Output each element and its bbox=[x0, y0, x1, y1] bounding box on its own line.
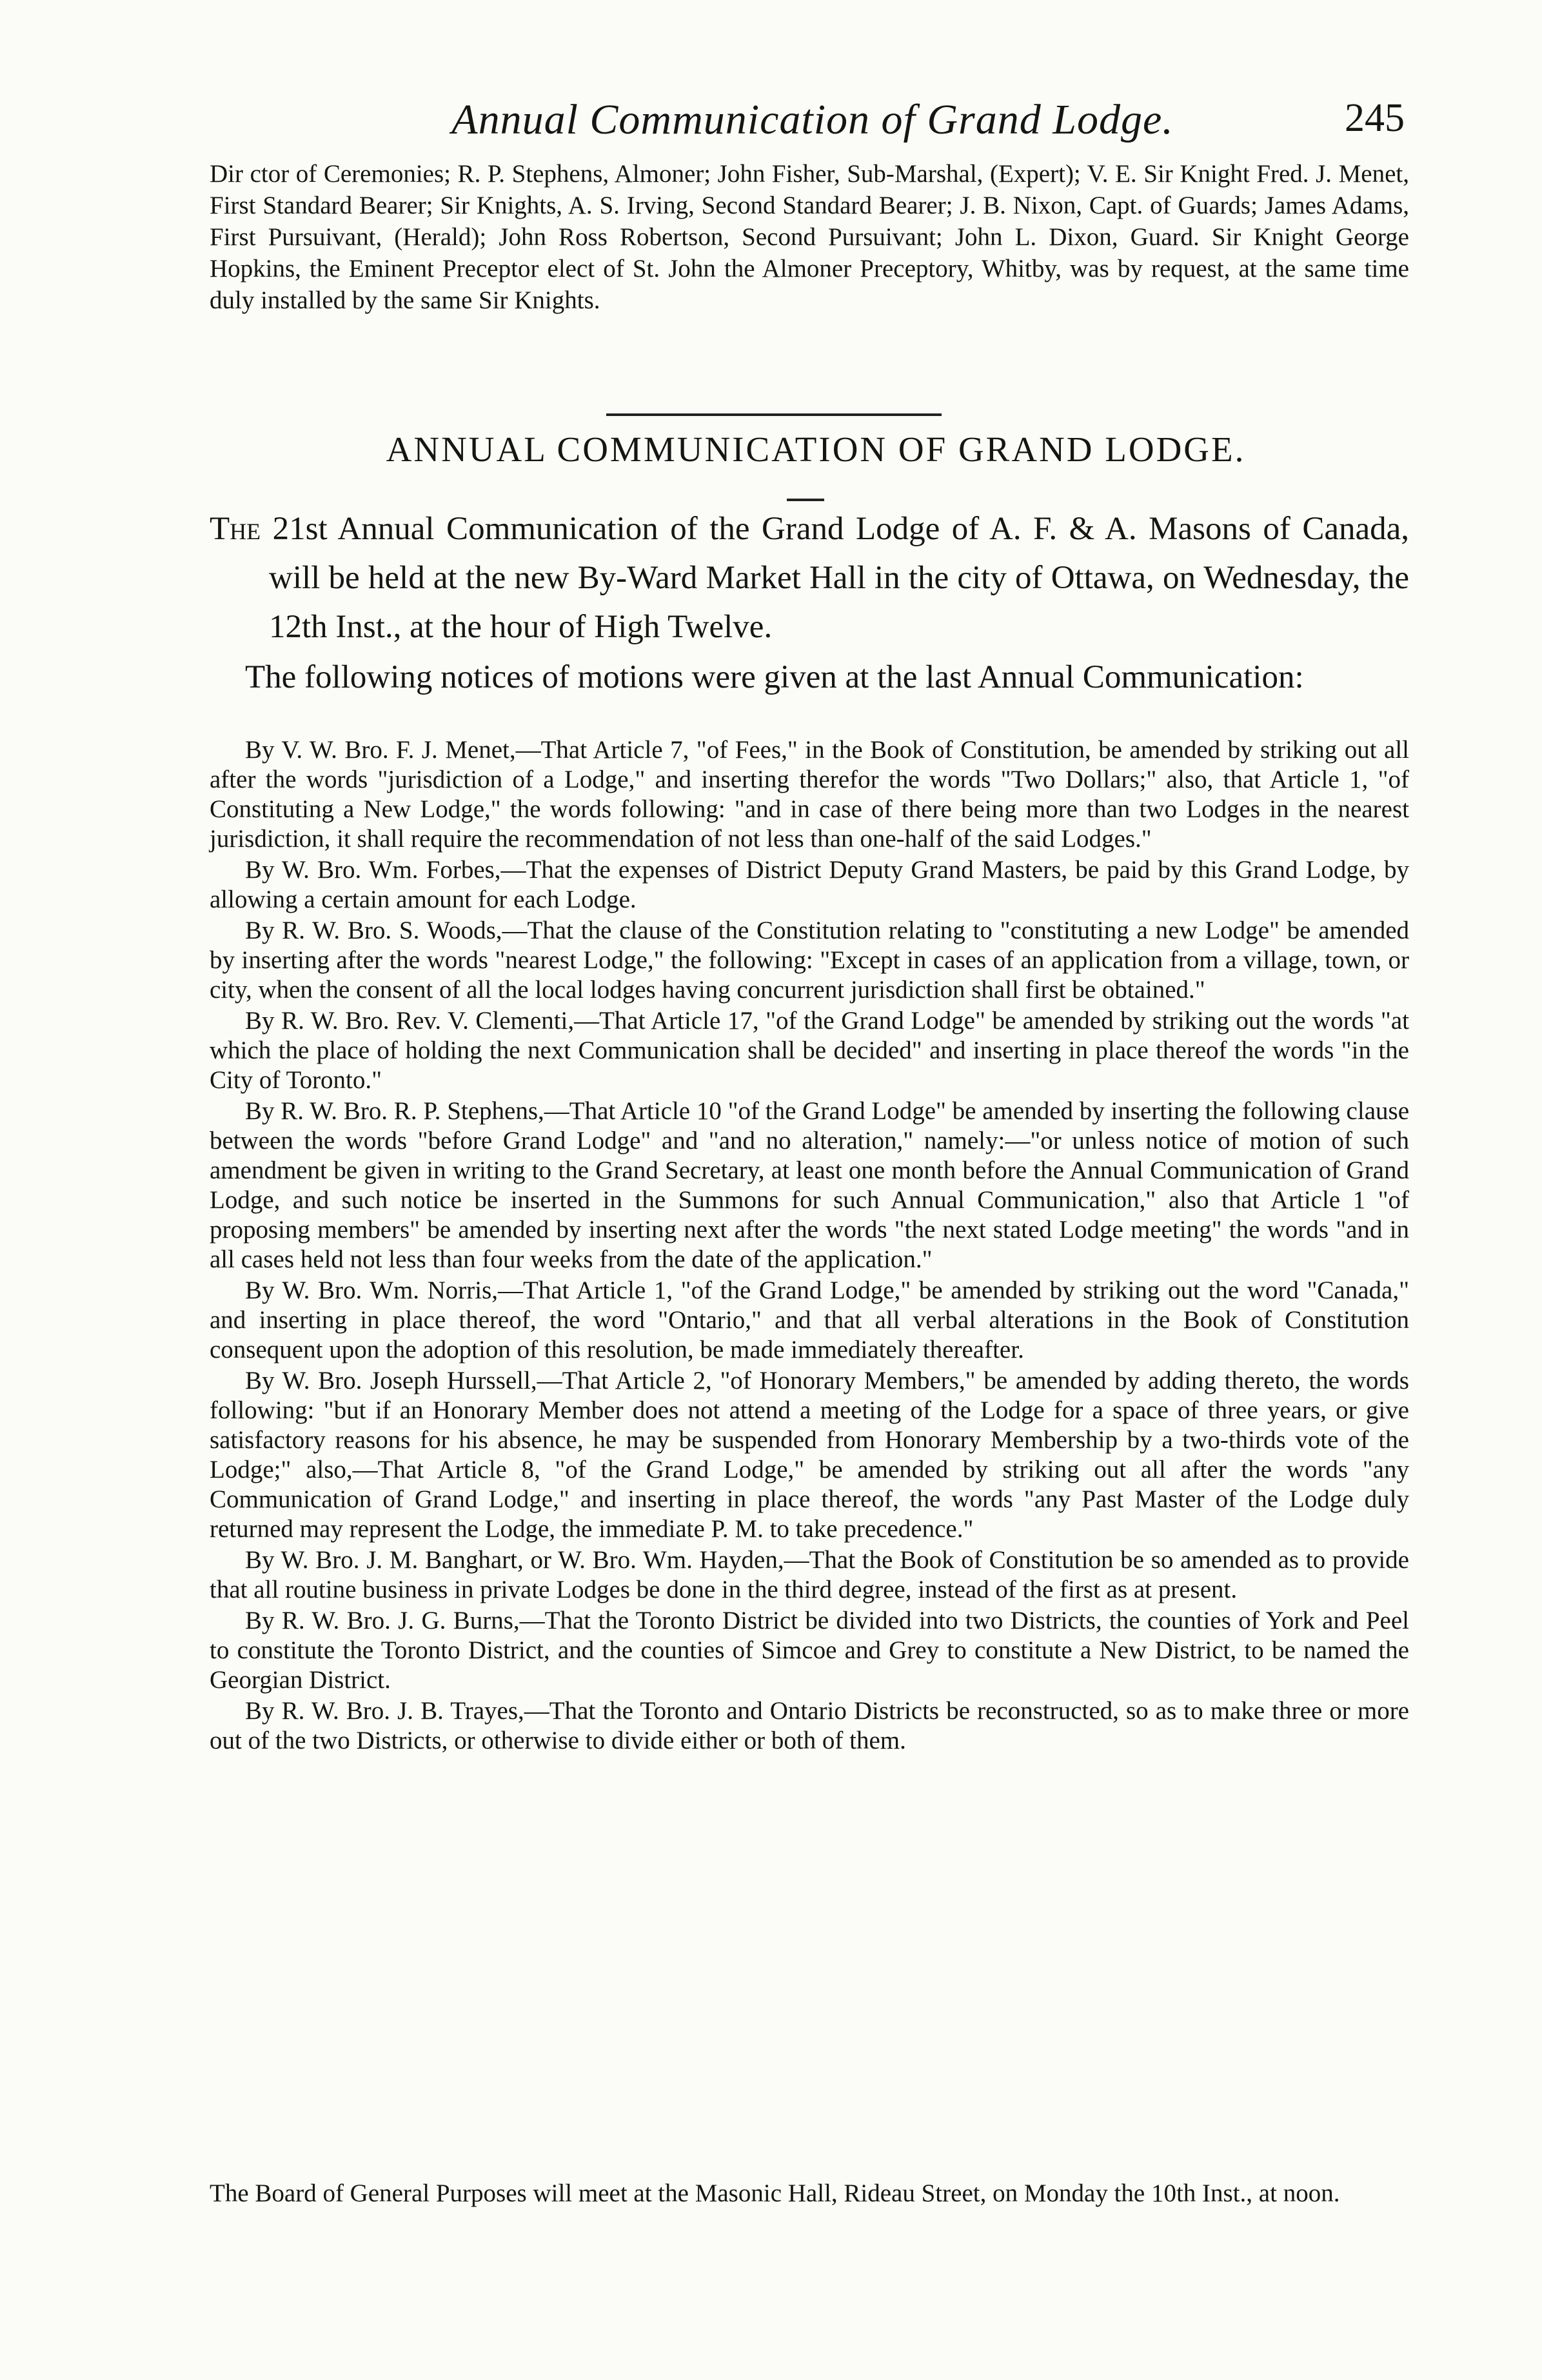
preamble-paragraph: Dir ctor of Ceremonies; R. P. Stephens, Almoner; John Fisher, Sub-Marshal, (Expert); V. E. Sir Knight Fred. J. Menet, First Standard Bearer; Sir Knights, A. S. Irving, Second Standard Bearer; J. B. Nixon, Capt. of Guards; James Adams, First Pursuivant, (Herald); John Ross Robertson, Second Pursuivant; John L. Dixon, Guard. Sir Knight George Hopkins, the Eminent Preceptor elect of St. John the Almoner Preceptory, Whitby, was by request, at the same time duly installed by the same Sir Knights. bbox=[210, 160, 1409, 314]
page-number: 245 bbox=[1345, 96, 1405, 140]
notices-intro-block bbox=[210, 658, 1409, 697]
closing-block bbox=[210, 2179, 1409, 2208]
running-head: Annual Communication of Grand Lodge. bbox=[451, 96, 1174, 143]
motion-item: By V. W. Bro. F. J. Menet,—That Article 7, "of Fees," in the Book of Constitution, be amended by striking out all after the words "jurisdiction of a Lodge," and inserting therefor the words "Two Dollars;" also, that Article 1, "of Constituting a New Lodge," the words following: "and in case of there being more than two Lodges in the nearest jurisdiction, it shall require the recommendation of not less than one-half of the said Lodges." bbox=[210, 736, 1409, 853]
motion-item: By R. W. Bro. J. B. Trayes,—That the Toronto and Ontario Districts be reconstructed, so as to make three or more out of the two Districts, or otherwise to divide either or both of them. bbox=[210, 1697, 1409, 1754]
motions-list bbox=[210, 735, 1409, 1757]
motion-item: By W. Bro. Joseph Hurssell,—That Article 2, "of Honorary Members," be amended by adding thereto, the words following: "but if an Honorary Member does not attend a meeting of the Lodge for a space of three years, or give satisfactory reasons for his absence, he may be suspended from Honorary Membership by a two-thirds vote of the Lodge;" also,—That Article 8, "of the Grand Lodge," be amended by striking out all after the words "any Communication of Grand Lodge," and inserting in place thereof, the words "any Past Master of the Lodge duly returned may represent the Lodge, the immediate P. M. to take precedence." bbox=[210, 1367, 1409, 1543]
section-heading: ANNUAL COMMUNICATION OF GRAND LODGE. bbox=[386, 430, 1246, 469]
announcement-paragraph bbox=[210, 504, 1409, 651]
announcement-lead: The bbox=[210, 511, 261, 547]
announcement-text: 21st Annual Communication of the Grand Lodge of A. F. & A. Masons of Canada, will be held at the new By-Ward Market Hall in the city of Ottawa, on Wednesday, the 12th Inst., at the hour of High Twelve. bbox=[261, 511, 1409, 645]
heading-rule bbox=[787, 499, 824, 501]
motion-item: By R. W. Bro. Rev. V. Clementi,—That Article 17, "of the Grand Lodge" be amended by striking out the words "at which the place of holding the next Communication shall be decided" and inserting in place thereof the words "in the City of Toronto." bbox=[210, 1007, 1409, 1094]
announcement-block bbox=[210, 504, 1409, 651]
motion-item: By R. W. Bro. R. P. Stephens,—That Article 10 "of the Grand Lodge" be amended by inserting the following clause between the words "before Grand Lodge" and "and no alteration," namely:—"or unless notice of motion of such amendment be given in writing to the Grand Secretary, at least one month before the Annual Communication of Grand Lodge, and such notice be inserted in the Summons for such Annual Communication," also that Article 1 "of proposing members" be amended by inserting next after the words "the next stated Lodge meeting" the words "and in all cases held not less than four weeks from the date of the application." bbox=[210, 1097, 1409, 1273]
notices-intro: The following notices of motions were given at the last Annual Communication: bbox=[245, 659, 1304, 695]
section-divider bbox=[606, 413, 942, 416]
motion-item: By R. W. Bro. J. G. Burns,—That the Toronto District be divided into two Districts, the counties of York and Peel to constitute the Toronto District, and the counties of Simcoe and Grey to constitute a New District, to be named the Georgian District. bbox=[210, 1607, 1409, 1694]
motion-item: By W. Bro. Wm. Forbes,—That the expenses of District Deputy Grand Masters, be paid by this Grand Lodge, by allowing a certain amount for each Lodge. bbox=[210, 856, 1409, 913]
motion-item: By W. Bro. J. M. Banghart, or W. Bro. Wm. Hayden,—That the Book of Constitution be so amended as to provide that all routine business in private Lodges be done in the third degree, instead of the first as at present. bbox=[210, 1546, 1409, 1603]
motion-item: By W. Bro. Wm. Norris,—That Article 1, "of the Grand Lodge," be amended by striking out the word "Canada," and inserting in place thereof, the word "Ontario," and that all verbal alterations in the Book of Constitution consequent upon the adoption of this resolution, be made immediately thereafter. bbox=[210, 1276, 1409, 1364]
closing-notice: The Board of General Purposes will meet at the Masonic Hall, Rideau Street, on Monday the 10th Inst., at noon. bbox=[210, 2179, 1340, 2207]
motion-item: By R. W. Bro. S. Woods,—That the clause of the Constitution relating to "constituting a new Lodge" be amended by inserting after the words "nearest Lodge," the following: "Except in cases of an application from a village, town, or city, when the consent of all the local lodges having concurrent jurisdiction shall first be obtained." bbox=[210, 917, 1409, 1004]
